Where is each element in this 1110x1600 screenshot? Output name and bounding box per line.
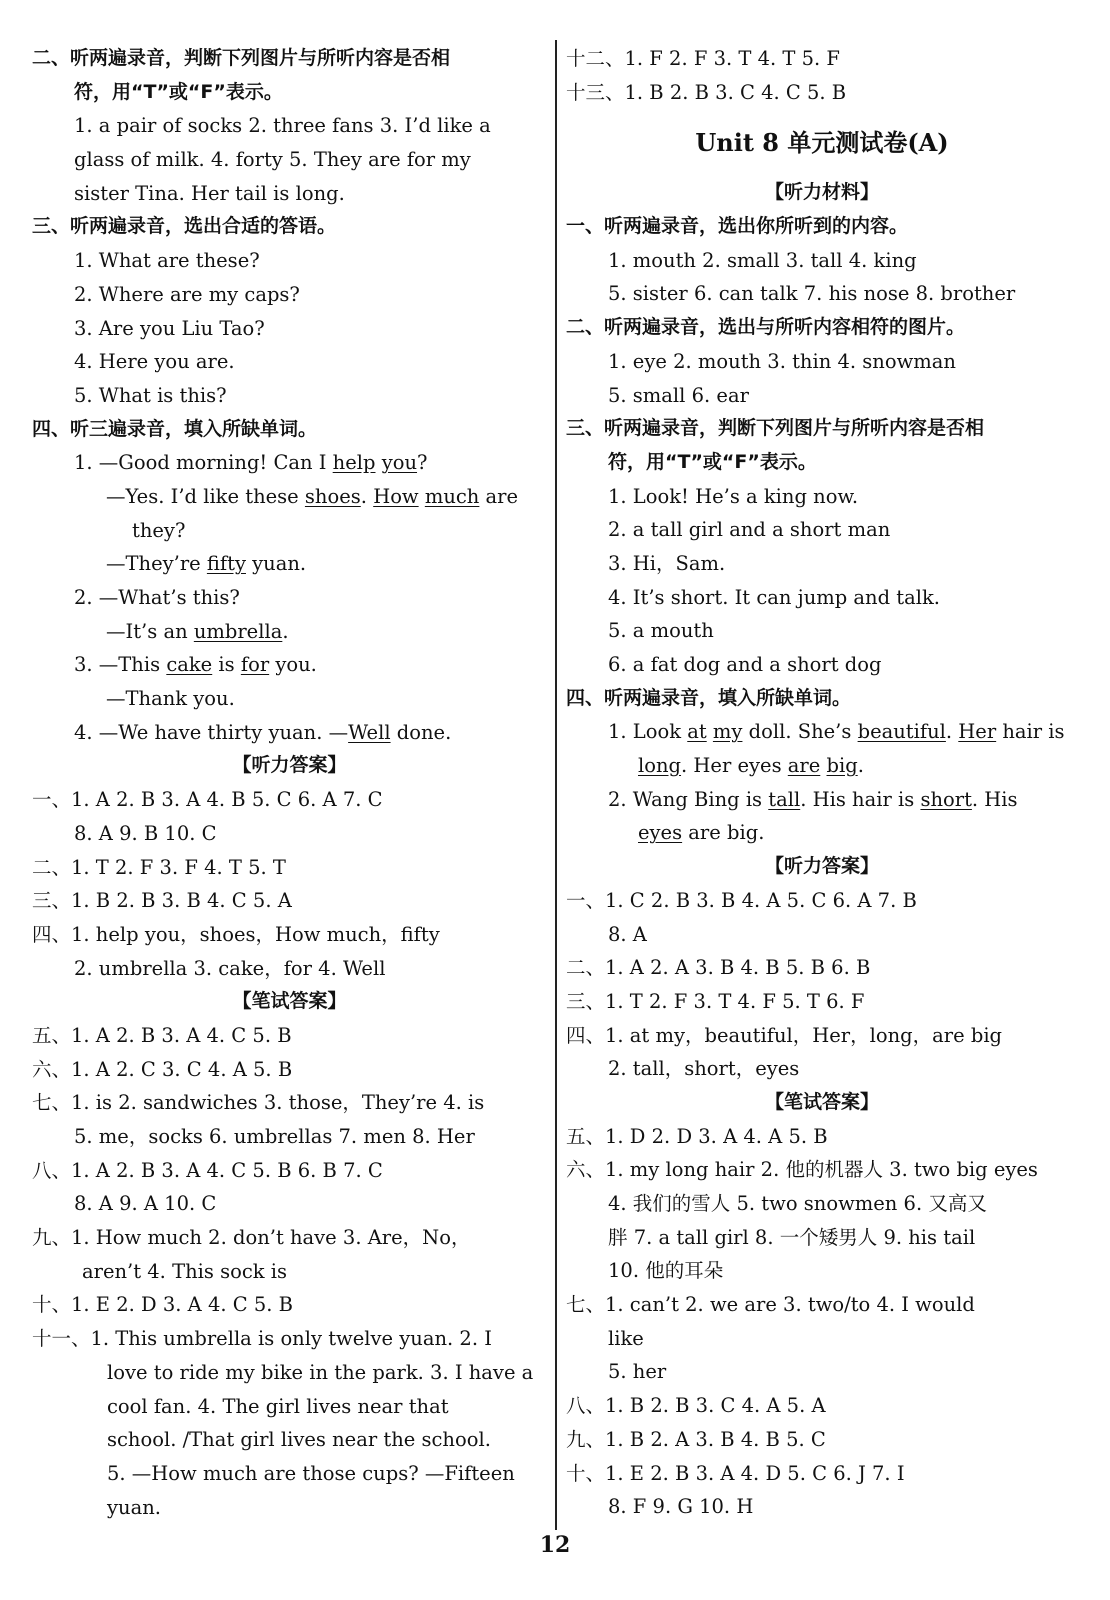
answer-line: 8. A 9. A 10. C — [74, 1192, 217, 1216]
filled-word: cake — [166, 653, 213, 677]
answer-line: 四、1. at my，beautiful，Her，long，are big — [566, 1023, 1003, 1047]
material-line: glass of milk. 4. forty 5. They are for my — [74, 148, 471, 172]
dialogue-line: —It’s an umbrella. — [106, 619, 289, 643]
material-line: 5. What is this? — [74, 383, 227, 407]
answer-line: 8. F 9. G 10. H — [608, 1495, 754, 1519]
filled-word: you — [381, 451, 418, 475]
material-line: 5. a mouth — [608, 619, 714, 643]
unit-title: Unit 8 单元测试卷(A) — [695, 128, 949, 158]
answer-line: yuan. — [107, 1495, 161, 1519]
fill-line: long. Her eyes are big. — [638, 754, 864, 778]
column-divider — [555, 40, 557, 1530]
section-heading: 三、听两遍录音，选出合适的答语。 — [32, 215, 337, 238]
material-line: 2. Where are my caps? — [74, 282, 300, 306]
answer-line: 一、1. A 2. B 3. A 4. B 5. C 6. A 7. C — [32, 788, 383, 812]
answer-line: 2. umbrella 3. cake，for 4. Well — [74, 956, 386, 980]
answer-line: 七、1. is 2. sandwiches 3. those，They’re 4. is — [32, 1091, 485, 1115]
section-heading: 二、听两遍录音，判断下列图片与所听内容是否相 — [32, 47, 451, 69]
dialogue-line: 1. —Good morning! Can I help you? — [74, 451, 428, 475]
filled-word: How — [373, 484, 419, 508]
answer-line: 8. A — [608, 922, 647, 946]
listening-answers-heading: 【听力答案】 — [764, 855, 879, 878]
answer-line: like — [608, 1326, 644, 1350]
filled-word: shoes — [304, 484, 361, 508]
filled-word: fifty — [206, 552, 246, 576]
section-heading: 一、听两遍录音，选出你所听到的内容。 — [566, 215, 909, 238]
answer-line: 十一、1. This umbrella is only twelve yuan. 2. I — [32, 1327, 492, 1351]
answer-line: 七、1. can’t 2. we are 3. two/to 4. I would — [566, 1293, 975, 1317]
section-heading: 四、听三遍录音，填入所缺单词。 — [32, 417, 318, 440]
answer-line: 10. 他的耳朵 — [608, 1259, 724, 1283]
section-heading-cont: 符，用“T”或“F”表示。 — [608, 450, 817, 473]
answer-line: 八、1. A 2. B 3. A 4. C 5. B 6. B 7. C — [32, 1158, 383, 1182]
answer-line: 三、1. T 2. F 3. T 4. F 5. T 6. F — [566, 989, 865, 1013]
filled-word: umbrella — [193, 619, 283, 643]
answer-line: love to ride my bike in the park. 3. I have a — [107, 1360, 534, 1384]
filled-word: big — [826, 754, 858, 778]
dialogue-line: —Thank you. — [106, 687, 235, 711]
dialogue-line: 3. —This cake is for you. — [74, 653, 317, 677]
material-line: 5. small 6. ear — [608, 383, 749, 407]
filled-word: for — [240, 653, 270, 677]
filled-word: are — [787, 754, 821, 778]
answer-line: 一、1. C 2. B 3. B 4. A 5. C 6. A 7. B — [566, 888, 917, 912]
material-line: 1. eye 2. mouth 3. thin 4. snowman — [608, 349, 956, 373]
answer-line: 八、1. B 2. B 3. C 4. A 5. A — [566, 1394, 826, 1418]
answer-line: 二、1. A 2. A 3. B 4. B 5. B 6. B — [566, 956, 871, 980]
material-line: 4. Here you are. — [74, 350, 235, 374]
material-line: 2. a tall girl and a short man — [608, 518, 891, 542]
material-line: 4. It’s short. It can jump and talk. — [608, 585, 941, 609]
answer-line: 5. —How much are those cups? —Fifteen — [107, 1461, 515, 1485]
dialogue-line: —They’re fifty yuan. — [106, 552, 307, 576]
answer-line: 十、1. E 2. B 3. A 4. D 5. C 6. J 7. I — [566, 1461, 905, 1485]
material-line: 5. sister 6. can talk 7. his nose 8. brother — [608, 282, 1016, 306]
answer-line: 4. 我们的雪人 5. two snowmen 6. 又高又 — [608, 1192, 987, 1215]
filled-word: short — [920, 787, 972, 811]
answer-line: 5. her — [608, 1360, 667, 1384]
answer-line: 胖 7. a tall girl 8. 一个矮男人 9. his tail — [608, 1225, 976, 1249]
filled-word: my — [712, 720, 743, 744]
filled-word: tall — [768, 787, 801, 811]
answer-line: 十三、1. B 2. B 3. C 4. C 5. B — [566, 80, 847, 104]
answer-line: cool fan. 4. The girl lives near that — [107, 1394, 449, 1418]
answer-line: 8. A 9. B 10. C — [74, 821, 217, 845]
dialogue-line: 2. —What’s this? — [74, 586, 240, 609]
written-answers-heading: 【笔试答案】 — [232, 990, 347, 1013]
right-column — [566, 42, 1078, 1524]
page-number: 12 — [539, 1532, 571, 1558]
material-line: 1. What are these? — [74, 249, 260, 273]
filled-word: long — [638, 754, 682, 778]
material-line: 3. Are you Liu Tao? — [74, 316, 265, 340]
answer-line: 九、1. B 2. A 3. B 4. B 5. C — [566, 1427, 826, 1451]
answer-line: aren’t 4. This sock is — [82, 1259, 288, 1283]
filled-word: at — [687, 720, 707, 744]
fill-line: 2. Wang Bing is tall. His hair is short. His — [608, 787, 1018, 811]
material-line: 1. Look! He’s a king now. — [608, 484, 859, 508]
answer-line: 二、1. T 2. F 3. F 4. T 5. T — [32, 855, 286, 879]
answer-line: 六、1. A 2. C 3. C 4. A 5. B — [32, 1057, 293, 1081]
section-heading-cont: 符，用“T”或“F”表示。 — [74, 80, 283, 103]
material-line: 1. mouth 2. small 3. tall 4. king — [608, 248, 917, 272]
dialogue-line: 4. —We have thirty yuan. —Well done. — [74, 720, 452, 744]
filled-word: help — [332, 451, 376, 475]
answer-line: school. /That girl lives near the school. — [107, 1428, 491, 1452]
answer-line: 五、1. A 2. B 3. A 4. C 5. B — [32, 1023, 292, 1047]
filled-word: beautiful — [857, 720, 946, 744]
written-answers-heading: 【笔试答案】 — [764, 1090, 879, 1113]
dialogue-line: —Yes. I’d like these shoes. How much are — [106, 484, 519, 508]
fill-line: 1. Look at my doll. She’s beautiful. Her hair is — [608, 720, 1065, 744]
answer-line: 2. tall，short，eyes — [608, 1057, 800, 1081]
answer-line: 三、1. B 2. B 3. B 4. C 5. A — [32, 889, 292, 913]
answer-line: 四、1. help you，shoes，How much，fifty — [32, 922, 440, 946]
dialogue-line: they? — [132, 518, 186, 542]
material-line: 3. Hi，Sam. — [608, 551, 726, 575]
filled-word: much — [424, 484, 480, 508]
filled-word: eyes — [638, 821, 683, 845]
answer-line: 5. me，socks 6. umbrellas 7. men 8. Her — [74, 1125, 475, 1148]
material-line: sister Tina. Her tail is long. — [74, 181, 345, 205]
section-heading: 三、听两遍录音，判断下列图片与所听内容是否相 — [566, 417, 985, 440]
answer-line: 五、1. D 2. D 3. A 4. A 5. B — [566, 1124, 828, 1148]
section-heading: 二、听两遍录音，选出与所听内容相符的图片。 — [566, 316, 966, 339]
answer-line: 九、1. How much 2. don’t have 3. Are，No， — [32, 1226, 471, 1250]
answer-line: 六、1. my long hair 2. 他的机器人 3. two big eyes — [566, 1158, 1038, 1182]
material-line: 1. a pair of socks 2. three fans 3. I’d like a — [74, 114, 491, 138]
filled-word: Well — [348, 720, 391, 744]
filled-word: Her — [958, 720, 997, 744]
listening-material-heading: 【听力材料】 — [764, 181, 879, 204]
left-column — [32, 42, 547, 1524]
material-line: 6. a fat dog and a short dog — [608, 653, 882, 676]
answer-line: 十二、1. F 2. F 3. T 4. T 5. F — [566, 47, 840, 70]
answer-line: 十、1. E 2. D 3. A 4. C 5. B — [32, 1293, 294, 1317]
section-heading: 四、听两遍录音，填入所缺单词。 — [566, 686, 852, 709]
listening-answers-heading: 【听力答案】 — [232, 754, 347, 777]
fill-line: eyes are big. — [638, 821, 765, 845]
